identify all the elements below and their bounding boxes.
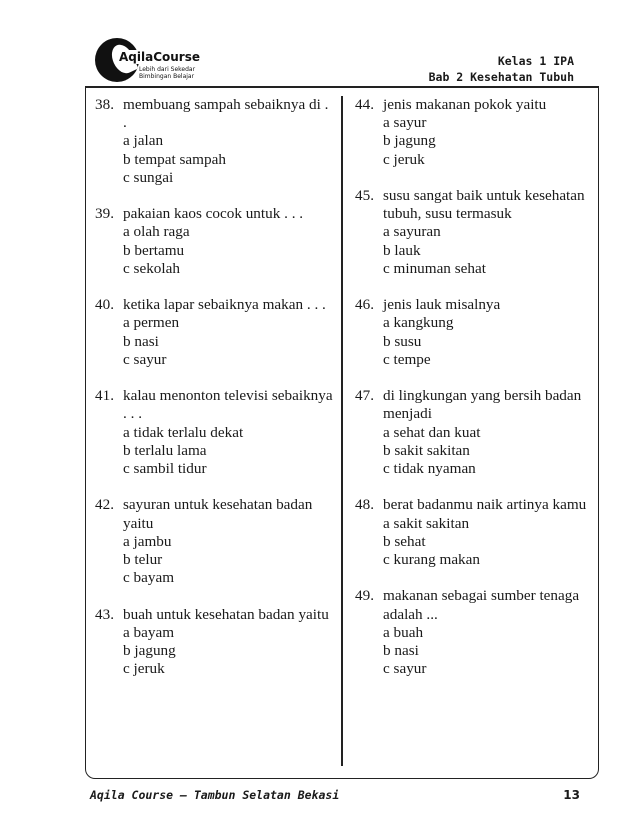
question-text: kalau menonton televisi sebaiknya . . . [123, 387, 333, 423]
answer-option: a kangkung [383, 314, 454, 332]
answer-option: b nasi [123, 332, 159, 350]
answer-option: c tempe [383, 350, 431, 368]
column-divider [341, 96, 343, 766]
answer-option: a permen [123, 314, 180, 332]
question-item [95, 96, 335, 187]
question-number: 44. [355, 96, 374, 113]
question-number: 38. [95, 96, 114, 113]
answer-option: a jambu [123, 532, 172, 550]
question-text: membuang sampah sebaiknya di . . [123, 96, 329, 132]
aqila-course-logo [95, 38, 200, 84]
question-text: pakaian kaos cocok untuk . . . [123, 205, 304, 223]
answer-option: a buah [383, 623, 424, 641]
answer-option: c jeruk [123, 660, 165, 678]
answer-option: b bertamu [123, 241, 185, 259]
question-item [355, 387, 595, 478]
question-text: buah untuk kesehatan badan yaitu [123, 605, 329, 623]
question-item [355, 296, 595, 369]
question-number: 46. [355, 296, 374, 314]
question-number: 49. [355, 587, 374, 605]
answer-option: b susu [383, 332, 422, 350]
answer-option: a sakit sakitan [383, 514, 470, 532]
question-text: jenis lauk misalnya [383, 296, 501, 314]
left-question-column [95, 96, 335, 697]
answer-option: b telur [123, 551, 163, 569]
question-text: ketika lapar sebaiknya makan . . . [123, 296, 326, 314]
answer-option: a jalan [123, 132, 164, 150]
answer-option: a olah raga [123, 223, 190, 241]
answer-option: a tidak terlalu dekat [123, 423, 244, 441]
answer-option: b nasi [383, 642, 419, 660]
answer-option: a sayur [383, 114, 427, 132]
question-item [95, 387, 335, 478]
logo-tagline-line1: Lebih dari Sekedar [139, 66, 196, 73]
question-text: sayuran untuk kesehatan badan yaitu [123, 496, 313, 532]
answer-option: c minuman sehat [383, 259, 486, 277]
question-text: jenis makanan pokok yaitu [383, 96, 547, 113]
answer-option: c kurang makan [383, 551, 480, 569]
question-text: makanan sebagai sumber tenaga adalah ... [383, 587, 580, 623]
logo-name: AqilaCourse [119, 50, 200, 64]
question-item [95, 606, 335, 679]
question-item [355, 96, 595, 169]
question-text: di lingkungan yang bersih badan menjadi [383, 387, 582, 423]
answer-option: b sakit sakitan [383, 441, 470, 459]
question-number: 47. [355, 387, 374, 405]
answer-option: a sehat dan kuat [383, 423, 481, 441]
right-question-column [355, 96, 595, 697]
question-item [355, 187, 595, 278]
logo-tagline-line2: Bimbingan Belajar [139, 73, 195, 80]
answer-option: c sungai [123, 168, 174, 186]
answer-option: a sayuran [383, 223, 441, 241]
header-chapter: Bab 2 Kesehatan Tubuh [428, 70, 574, 84]
answer-option: c sayur [123, 350, 167, 368]
header-class: Kelas 1 IPA [497, 54, 574, 68]
question-number: 40. [95, 296, 114, 314]
question-text: susu sangat baik untuk kesehatan tubuh, susu termasuk [383, 187, 585, 223]
answer-option: b tempat sampah [123, 150, 226, 168]
answer-option: c jeruk [383, 150, 425, 168]
question-number: 41. [95, 387, 114, 405]
question-number: 43. [95, 605, 114, 623]
question-item [355, 587, 595, 678]
answer-option: c tidak nyaman [383, 460, 476, 478]
question-number: 39. [95, 205, 114, 223]
answer-option: b terlalu lama [123, 441, 207, 459]
answer-option: b sehat [383, 532, 426, 550]
answer-option: c bayam [123, 569, 175, 587]
answer-option: c sekolah [123, 259, 180, 277]
answer-option: c sayur [383, 660, 427, 678]
question-item [95, 296, 335, 369]
page-number: 13 [563, 788, 580, 802]
question-number: 48. [355, 496, 374, 514]
footer-publisher: Aqila Course – Tambun Selatan Bekasi [90, 788, 340, 802]
answer-option: b lauk [383, 241, 421, 259]
answer-option: b jagung [383, 132, 436, 150]
question-item [355, 496, 595, 569]
answer-option: a bayam [123, 623, 175, 641]
question-number: 42. [95, 496, 114, 514]
logo-tagline [139, 66, 195, 80]
question-item [95, 205, 335, 278]
question-item [95, 496, 335, 587]
question-number: 45. [355, 187, 374, 204]
answer-option: b jagung [123, 642, 176, 660]
answer-option: c sambil tidur [123, 460, 207, 478]
page-header [429, 53, 574, 85]
question-text: berat badanmu naik artinya kamu [383, 496, 587, 514]
